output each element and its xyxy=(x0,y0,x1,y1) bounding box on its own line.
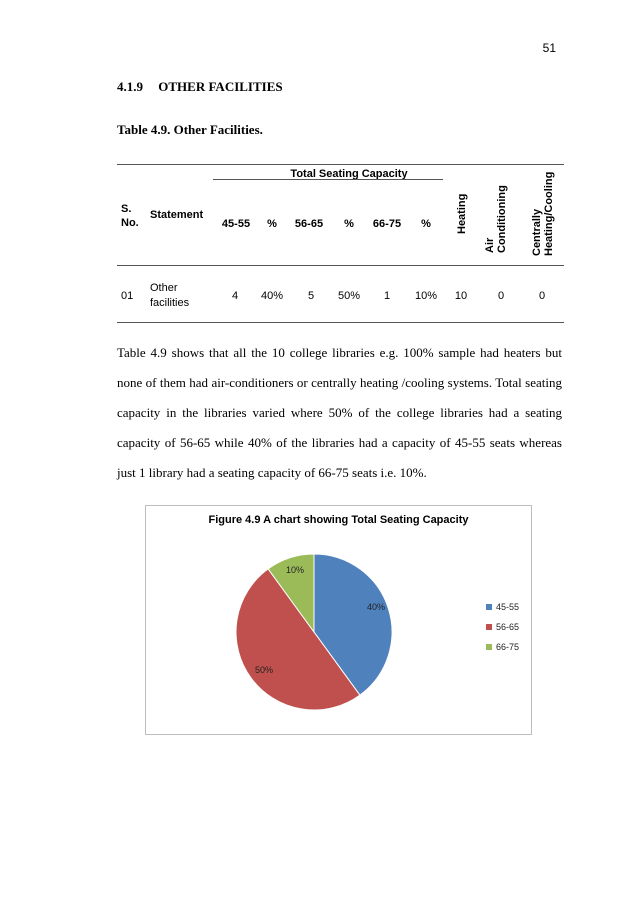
row-statement-line1: Other xyxy=(150,282,178,294)
row-sno: 01 xyxy=(121,290,134,302)
row-heating: 10 xyxy=(454,290,468,302)
legend-label-45-55: 45-55 xyxy=(496,602,520,612)
row-statement-line2: facilities xyxy=(150,297,190,309)
row-percent-3: 10% xyxy=(414,290,438,302)
pie-label-66-75: 10% xyxy=(285,565,305,575)
row-statement xyxy=(150,281,189,311)
pie-chart-frame xyxy=(145,505,532,735)
legend-swatch-45-55 xyxy=(486,604,492,610)
row-percent-1: 40% xyxy=(260,290,284,302)
header-centrally-heating-cooling xyxy=(531,171,555,256)
header-sno-line2: No. xyxy=(121,217,139,229)
header-air-line1: Air xyxy=(484,237,496,253)
header-heating: Heating xyxy=(456,193,468,234)
row-56-65: 5 xyxy=(307,290,315,302)
header-sno-line1: S. xyxy=(121,203,132,215)
table-caption: Table 4.9. Other Facilities. xyxy=(117,122,263,137)
row-45-55: 4 xyxy=(231,290,239,302)
header-percent-1: % xyxy=(267,218,277,230)
pie-label-56-65: 50% xyxy=(254,665,274,675)
pie-chart xyxy=(146,506,531,734)
page-number: 51 xyxy=(542,41,556,55)
section-title: OTHER FACILITIES xyxy=(158,79,283,94)
row-66-75: 1 xyxy=(383,290,391,302)
row-percent-2: 50% xyxy=(337,290,361,302)
table-top-rule xyxy=(117,164,564,165)
header-central-line1: Centrally xyxy=(531,208,543,256)
legend-label-66-75: 66-75 xyxy=(496,642,520,652)
section-number: 4.1.9 xyxy=(117,79,143,94)
header-percent-2: % xyxy=(344,218,354,230)
group-header-seating: Total Seating Capacity xyxy=(290,168,408,180)
facilities-table xyxy=(117,164,564,324)
row-air-conditioning: 0 xyxy=(497,290,505,302)
chart-title: Figure 4.9 A chart showing Total Seating Capacity xyxy=(208,514,469,526)
header-66-75: 66-75 xyxy=(372,218,402,230)
header-sno xyxy=(121,202,139,230)
header-45-55: 45-55 xyxy=(221,218,251,230)
table-bottom-rule xyxy=(117,322,564,323)
header-air-conditioning xyxy=(484,178,508,253)
legend-label-56-65: 56-65 xyxy=(496,622,520,632)
pie-label-45-55: 40% xyxy=(366,602,386,612)
section-heading xyxy=(117,79,283,95)
group-header-rule xyxy=(213,179,443,180)
header-56-65: 56-65 xyxy=(294,218,324,230)
table-header-rule xyxy=(117,265,564,266)
header-air-line2: Conditioning xyxy=(496,185,508,253)
row-centrally: 0 xyxy=(538,290,546,302)
legend-swatch-56-65 xyxy=(486,624,492,630)
header-statement: Statement xyxy=(150,209,204,221)
header-central-line2: Heating/Cooling xyxy=(543,171,555,256)
body-paragraph: Table 4.9 shows that all the 10 college libraries e.g. 100% sample had heaters but none of them had air-conditioners or centrally heating /cooling systems. Total seating capacity in the libraries varied where 50% of the college libraries had a seating capacity of 56-65 while 40% of the libraries had a capacity of 45-55 seats whereas just 1 library had a seating capacity of 66-75 seats i.e. 10%. xyxy=(117,345,562,480)
legend-swatch-66-75 xyxy=(486,644,492,650)
header-percent-3: % xyxy=(421,218,431,230)
